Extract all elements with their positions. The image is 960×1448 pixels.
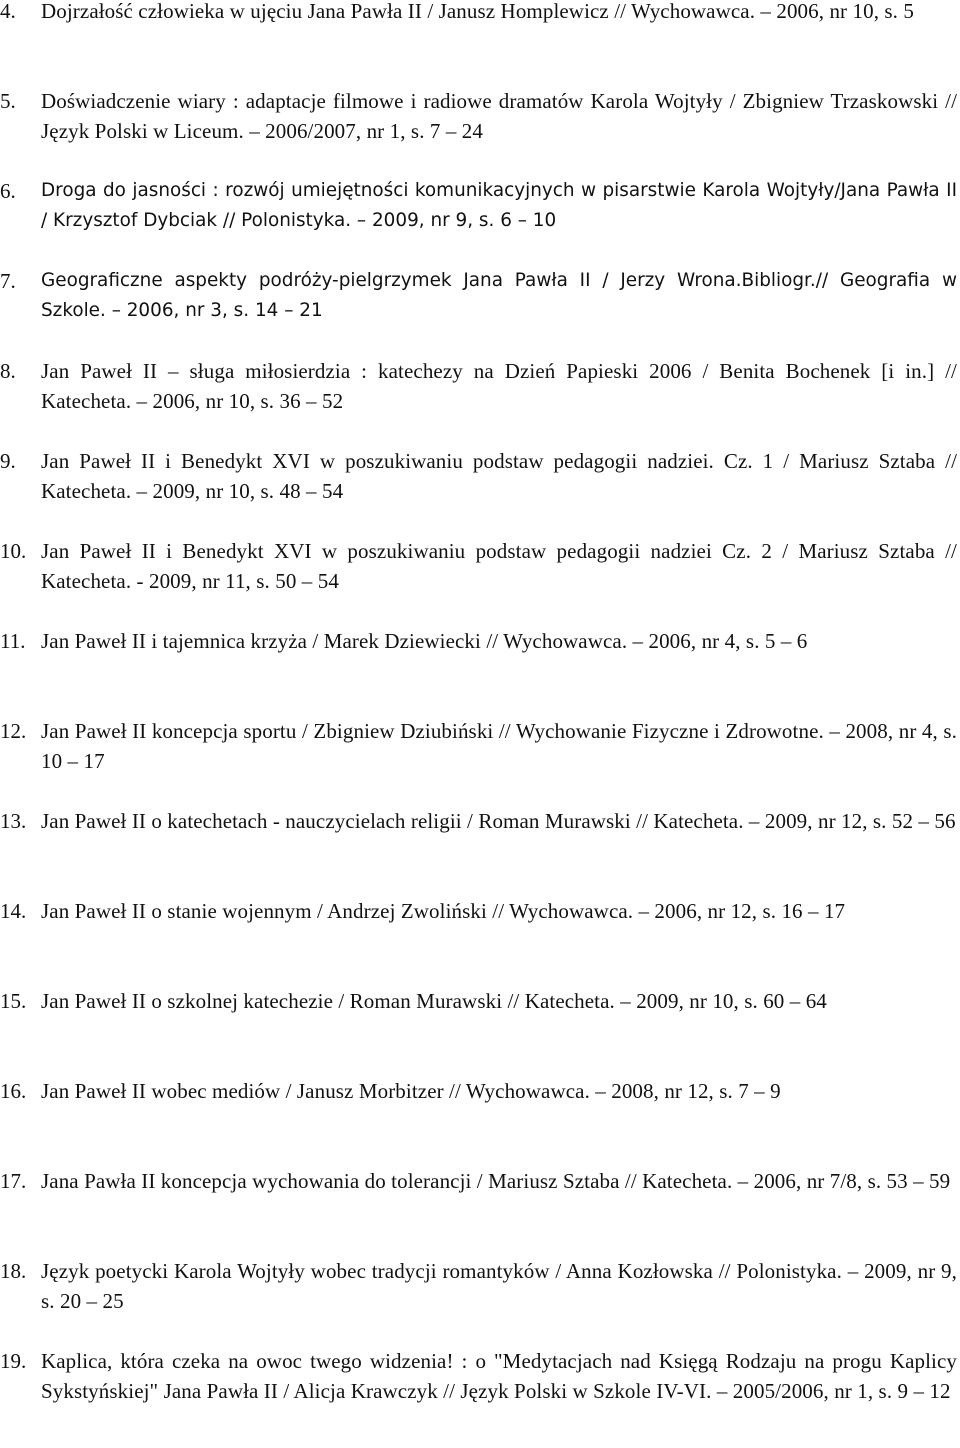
bibliography-entry: [0, 1166, 957, 1196]
entry-text: Jan Paweł II o szkolnej katechezie / Roman Murawski // Katecheta. – 2009, nr 10, s. 60 – 64: [41, 989, 827, 1013]
entry-text: Jan Paweł II o katechetach - nauczycielach religii / Roman Murawski // Katecheta. – 2009, nr 12, s. 52 – 56: [41, 809, 956, 833]
entry-number: 17.: [0, 1169, 27, 1193]
bibliography-entry: [0, 86, 957, 146]
bibliography-entry: [0, 446, 957, 506]
entry-number: 9.: [0, 449, 16, 473]
entry-number: 12.: [0, 719, 27, 743]
entry-number: 7.: [0, 269, 16, 293]
entry-text: Jan Paweł II wobec mediów / Janusz Morbitzer // Wychowawca. – 2008, nr 12, s. 7 – 9: [41, 1079, 781, 1103]
entry-text: Jan Paweł II i tajemnica krzyża / Marek Dziewiecki // Wychowawca. – 2006, nr 4, s. 5 – 6: [41, 629, 808, 653]
entry-number: 11.: [0, 629, 26, 653]
entry-text: Jan Paweł II koncepcja sportu / Zbigniew Dziubiński // Wychowanie Fizyczne i Zdrowotne. – 2008, nr 4, s. 10 – 17: [41, 719, 957, 773]
entry-text: Język poetycki Karola Wojtyły wobec tradycji romantyków / Anna Kozłowska // Polonistyka. – 2009, nr 9, s. 20 – 25: [41, 1259, 957, 1313]
entry-text: Jan Paweł II i Benedykt XVI w poszukiwaniu podstaw pedagogii nadziei Cz. 2 / Mariusz Sztaba // Katecheta. - 2009, nr 11, s. 50 – 54: [41, 539, 957, 593]
entry-text: Doświadczenie wiary : adaptacje filmowe i radiowe dramatów Karola Wojtyły / Zbigniew Trzaskowski // Język Polski w Liceum. – 2006/2007, nr 1, s. 7 – 24: [41, 89, 957, 143]
bibliography-entry: [0, 1256, 957, 1316]
entry-number: 14.: [0, 899, 27, 923]
entry-text: Jan Paweł II o stanie wojennym / Andrzej Zwoliński // Wychowawca. – 2006, nr 12, s. 16 – 17: [41, 899, 846, 923]
entry-number: 13.: [0, 809, 27, 833]
bibliography-entry: [0, 626, 957, 656]
bibliography-entry: [0, 896, 957, 926]
entry-number: 6.: [0, 179, 16, 203]
entry-number: 15.: [0, 989, 27, 1013]
entry-text: Droga do jasności : rozwój umiejętności komunikacyjnych w pisarstwie Karola Wojtyły/Jana Pawła II / Krzysztof Dybciak // Polonistyka. – 2009, nr 9, s. 6 – 10: [41, 180, 957, 231]
entry-text: Jan Paweł II – sługa miłosierdzia : katechezy na Dzień Papieski 2006 / Benita Bochenek [i in.] // Katecheta. – 2006, nr 10, s. 36 – 52: [41, 359, 957, 413]
entry-number: 5.: [0, 89, 16, 113]
bibliography-entry: [0, 806, 957, 836]
bibliography-entry: [0, 356, 957, 416]
entry-number: 16.: [0, 1079, 27, 1103]
bibliography-entry: [0, 536, 957, 596]
entry-text: Geograficzne aspekty podróży-pielgrzymek Jana Pawła II / Jerzy Wrona.Bibliogr.// Geografia w Szkole. – 2006, nr 3, s. 14 – 21: [41, 270, 957, 321]
bibliography-entry: [0, 986, 957, 1016]
bibliography-entry: [0, 1346, 957, 1406]
entry-text: Dojrzałość człowieka w ujęciu Jana Pawła II / Janusz Homplewicz // Wychowawca. – 2006, nr 10, s. 5: [41, 0, 914, 23]
entry-text: Kaplica, która czeka na owoc twego widzenia! : o "Medytacjach nad Księgą Rodzaju na progu Kaplicy Sykstyńskiej" Jana Pawła II / Alicja Krawczyk // Język Polski w Szkole IV-VI. – 2005/2006, nr 1, s. 9 – 12: [41, 1349, 957, 1403]
bibliography-entry: [0, 1076, 957, 1106]
bibliography-entry: [0, 716, 957, 776]
entry-text: Jana Pawła II koncepcja wychowania do tolerancji / Mariusz Sztaba // Katecheta. – 2006, nr 7/8, s. 53 – 59: [41, 1169, 951, 1193]
bibliography-entry: [0, 0, 957, 26]
bibliography-entry: [0, 176, 957, 236]
entry-number: 4.: [0, 0, 16, 23]
bibliography-entry: [0, 266, 957, 326]
entry-number: 10.: [0, 539, 27, 563]
entry-number: 18.: [0, 1259, 27, 1283]
entry-number: 8.: [0, 359, 16, 383]
entry-text: Jan Paweł II i Benedykt XVI w poszukiwaniu podstaw pedagogii nadziei. Cz. 1 / Mariusz Sztaba // Katecheta. – 2009, nr 10, s. 48 – 54: [41, 449, 957, 503]
entry-number: 19.: [0, 1349, 27, 1373]
